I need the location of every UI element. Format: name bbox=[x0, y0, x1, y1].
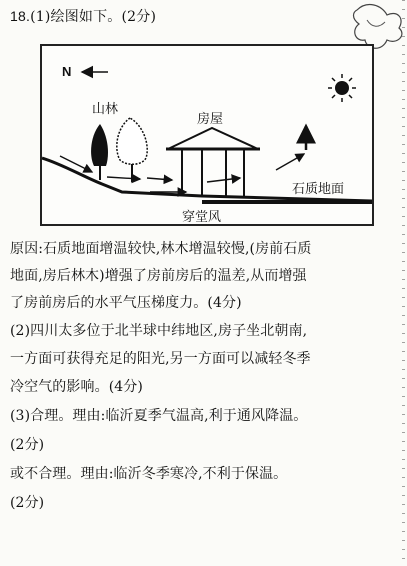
answer-line: 或不合理。理由:临沂冬季寒冷,不利于保温。 bbox=[10, 466, 288, 482]
page-edge-dots bbox=[402, 0, 405, 566]
answer-line: 了房前房后的水平气压梯度力。(4分) bbox=[10, 295, 242, 311]
answer-line: 冷空气的影响。(4分) bbox=[10, 379, 143, 395]
answer-line: (2分) bbox=[10, 495, 45, 511]
through-draft-label: 穿堂风 bbox=[182, 210, 222, 225]
answer-line: 原因:石质地面增温较快,林木增温较慢,(房前石质 bbox=[10, 241, 312, 257]
question-intro: (1)绘图如下。(2分) bbox=[30, 9, 157, 25]
answer-line: 一方面可获得充足的阳光,另一方面可以减轻冬季 bbox=[10, 351, 311, 367]
question-header bbox=[10, 6, 156, 26]
north-label: N bbox=[62, 64, 72, 79]
answer-line: 地面,房后林木)增强了房前房后的温差,从而增强 bbox=[10, 268, 307, 284]
question-number: 18. bbox=[10, 8, 31, 24]
stone-ground-label: 石质地面 bbox=[292, 182, 345, 197]
wind-diagram bbox=[40, 44, 374, 226]
answer-line: (2)四川太多位于北半球中纬地区,房子坐北朝南, bbox=[10, 323, 308, 339]
answer-line: (2分) bbox=[10, 437, 45, 453]
house-icon bbox=[166, 128, 260, 196]
tree-icon bbox=[117, 118, 147, 182]
sun-icon bbox=[328, 74, 356, 102]
answer-line: (3)合理。理由:临沂夏季气温高,利于通风降温。 bbox=[10, 408, 308, 424]
house-label: 房屋 bbox=[197, 112, 224, 127]
tree-icon bbox=[91, 124, 108, 180]
mountain-forest-label: 山林 bbox=[92, 102, 119, 117]
